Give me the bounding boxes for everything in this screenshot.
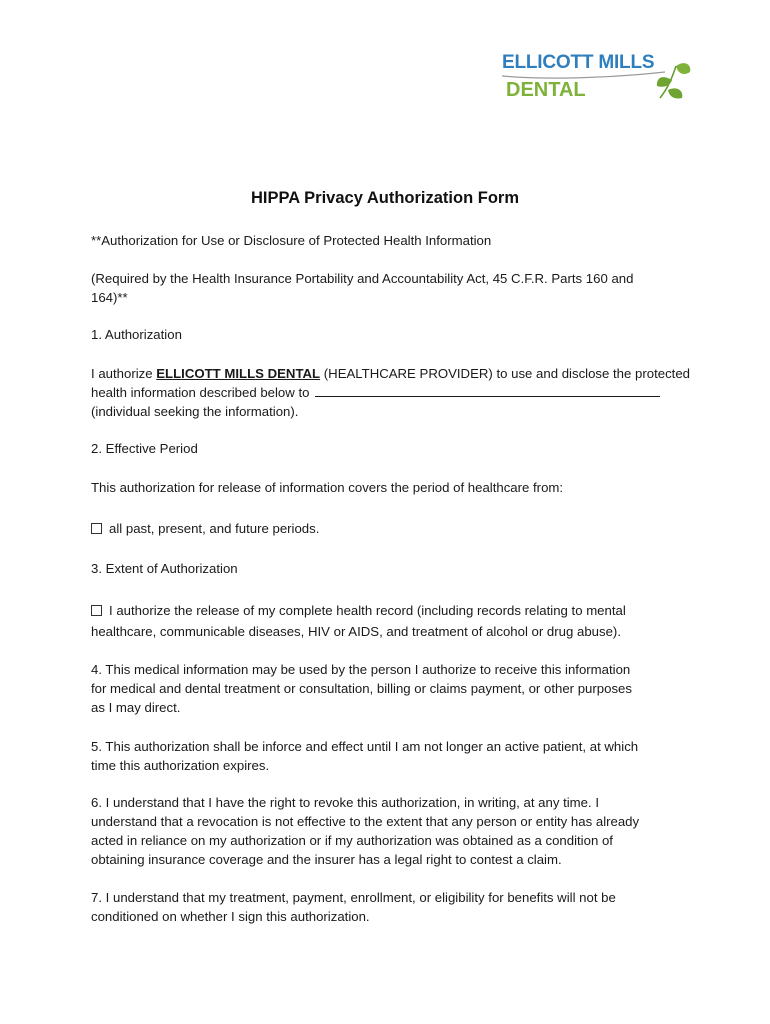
section-1-line-1 [91,364,691,383]
recipient-name-field[interactable] [315,385,660,397]
required-line-1: (Required by the Health Insurance Portability and Accountability Act, 45 C.F.R. Parts 160 and [91,271,634,286]
required-paragraph [91,269,691,307]
section-1-heading [91,325,691,344]
all-periods-checkbox[interactable] [91,523,102,534]
section-2-heading [91,439,691,458]
section-6-line-2: understand that a revocation is not effective to the extent that any person or entity has already [91,814,640,829]
section-7-line-1: 7. I understand that my treatment, payment, enrollment, or eligibility for benefits will not be [91,890,616,905]
section-4-line-2: for medical and dental treatment or consultation, billing or claims payment, or other purposes [91,681,632,696]
extent-option [91,601,691,641]
effective-period-option [91,519,691,538]
ellicott-mills-dental-logo [500,52,700,112]
section-1-line-3: (individual seeking the information). [91,404,299,419]
extent-option-line-2: healthcare, communicable diseases, HIV or AIDS, and treatment of alcohol or drug abuse). [91,624,621,639]
section-4-line-1: 4. This medical information may be used by the person I authorize to receive this information [91,662,631,677]
section-4-paragraph [91,660,691,717]
section-2-text [91,478,691,497]
section-4-line-3: as I may direct. [91,700,181,715]
section-1-paragraph [91,364,691,421]
logo-text-line2: DENTAL [506,79,586,101]
section-6-line-1: 6. I understand that I have the right to revoke this authorization, in writing, at any time. I [91,795,599,810]
complete-record-checkbox[interactable] [91,605,102,616]
page-title: HIPPA Privacy Authorization Form [250,189,519,207]
section-1-heading-text: 1. Authorization [91,327,182,342]
extent-option-line-1 [91,601,691,620]
intro-text [91,231,691,250]
section-5-line-2: time this authorization expires. [91,758,270,773]
logo-text-line1: ELLICOTT MILLS [502,52,655,73]
section-2-line: This authorization for release of information covers the period of healthcare from: [91,480,564,495]
section-3-heading-text: 3. Extent of Authorization [91,561,238,576]
section-1-text-after: (HEALTHCARE PROVIDER) to use and disclose the protected [320,366,690,381]
section-5-line-1: 5. This authorization shall be inforce and effect until I am not longer an active patient, at which [91,739,639,754]
section-1-text-before: I authorize [91,366,157,381]
required-line-2: 164)** [91,290,128,305]
section-6-paragraph [91,793,691,869]
leaf-icon [654,58,694,102]
section-2-heading-text: 2. Effective Period [91,441,198,456]
section-3-heading [91,559,691,578]
provider-name: ELLICOTT MILLS DENTAL [156,366,321,381]
intro-line: **Authorization for Use or Disclosure of Protected Health Information [91,233,492,248]
section-6-line-4: obtaining insurance coverage and the insurer has a legal right to contest a claim. [91,852,562,867]
section-6-line-3: acted in reliance on my authorization or if my authorization was obtained as a condition of [91,833,613,848]
section-1-line-2-text: health information described below to [91,385,310,400]
section-1-line-2 [91,383,691,402]
complete-record-label: I authorize the release of my complete health record (including records relating to mental [109,603,626,618]
section-5-paragraph [91,737,691,775]
effective-period-option-line [91,519,691,538]
all-periods-label: all past, present, and future periods. [109,521,320,536]
section-7-line-2: conditioned on whether I sign this authorization. [91,909,370,924]
section-7-paragraph [91,888,691,926]
